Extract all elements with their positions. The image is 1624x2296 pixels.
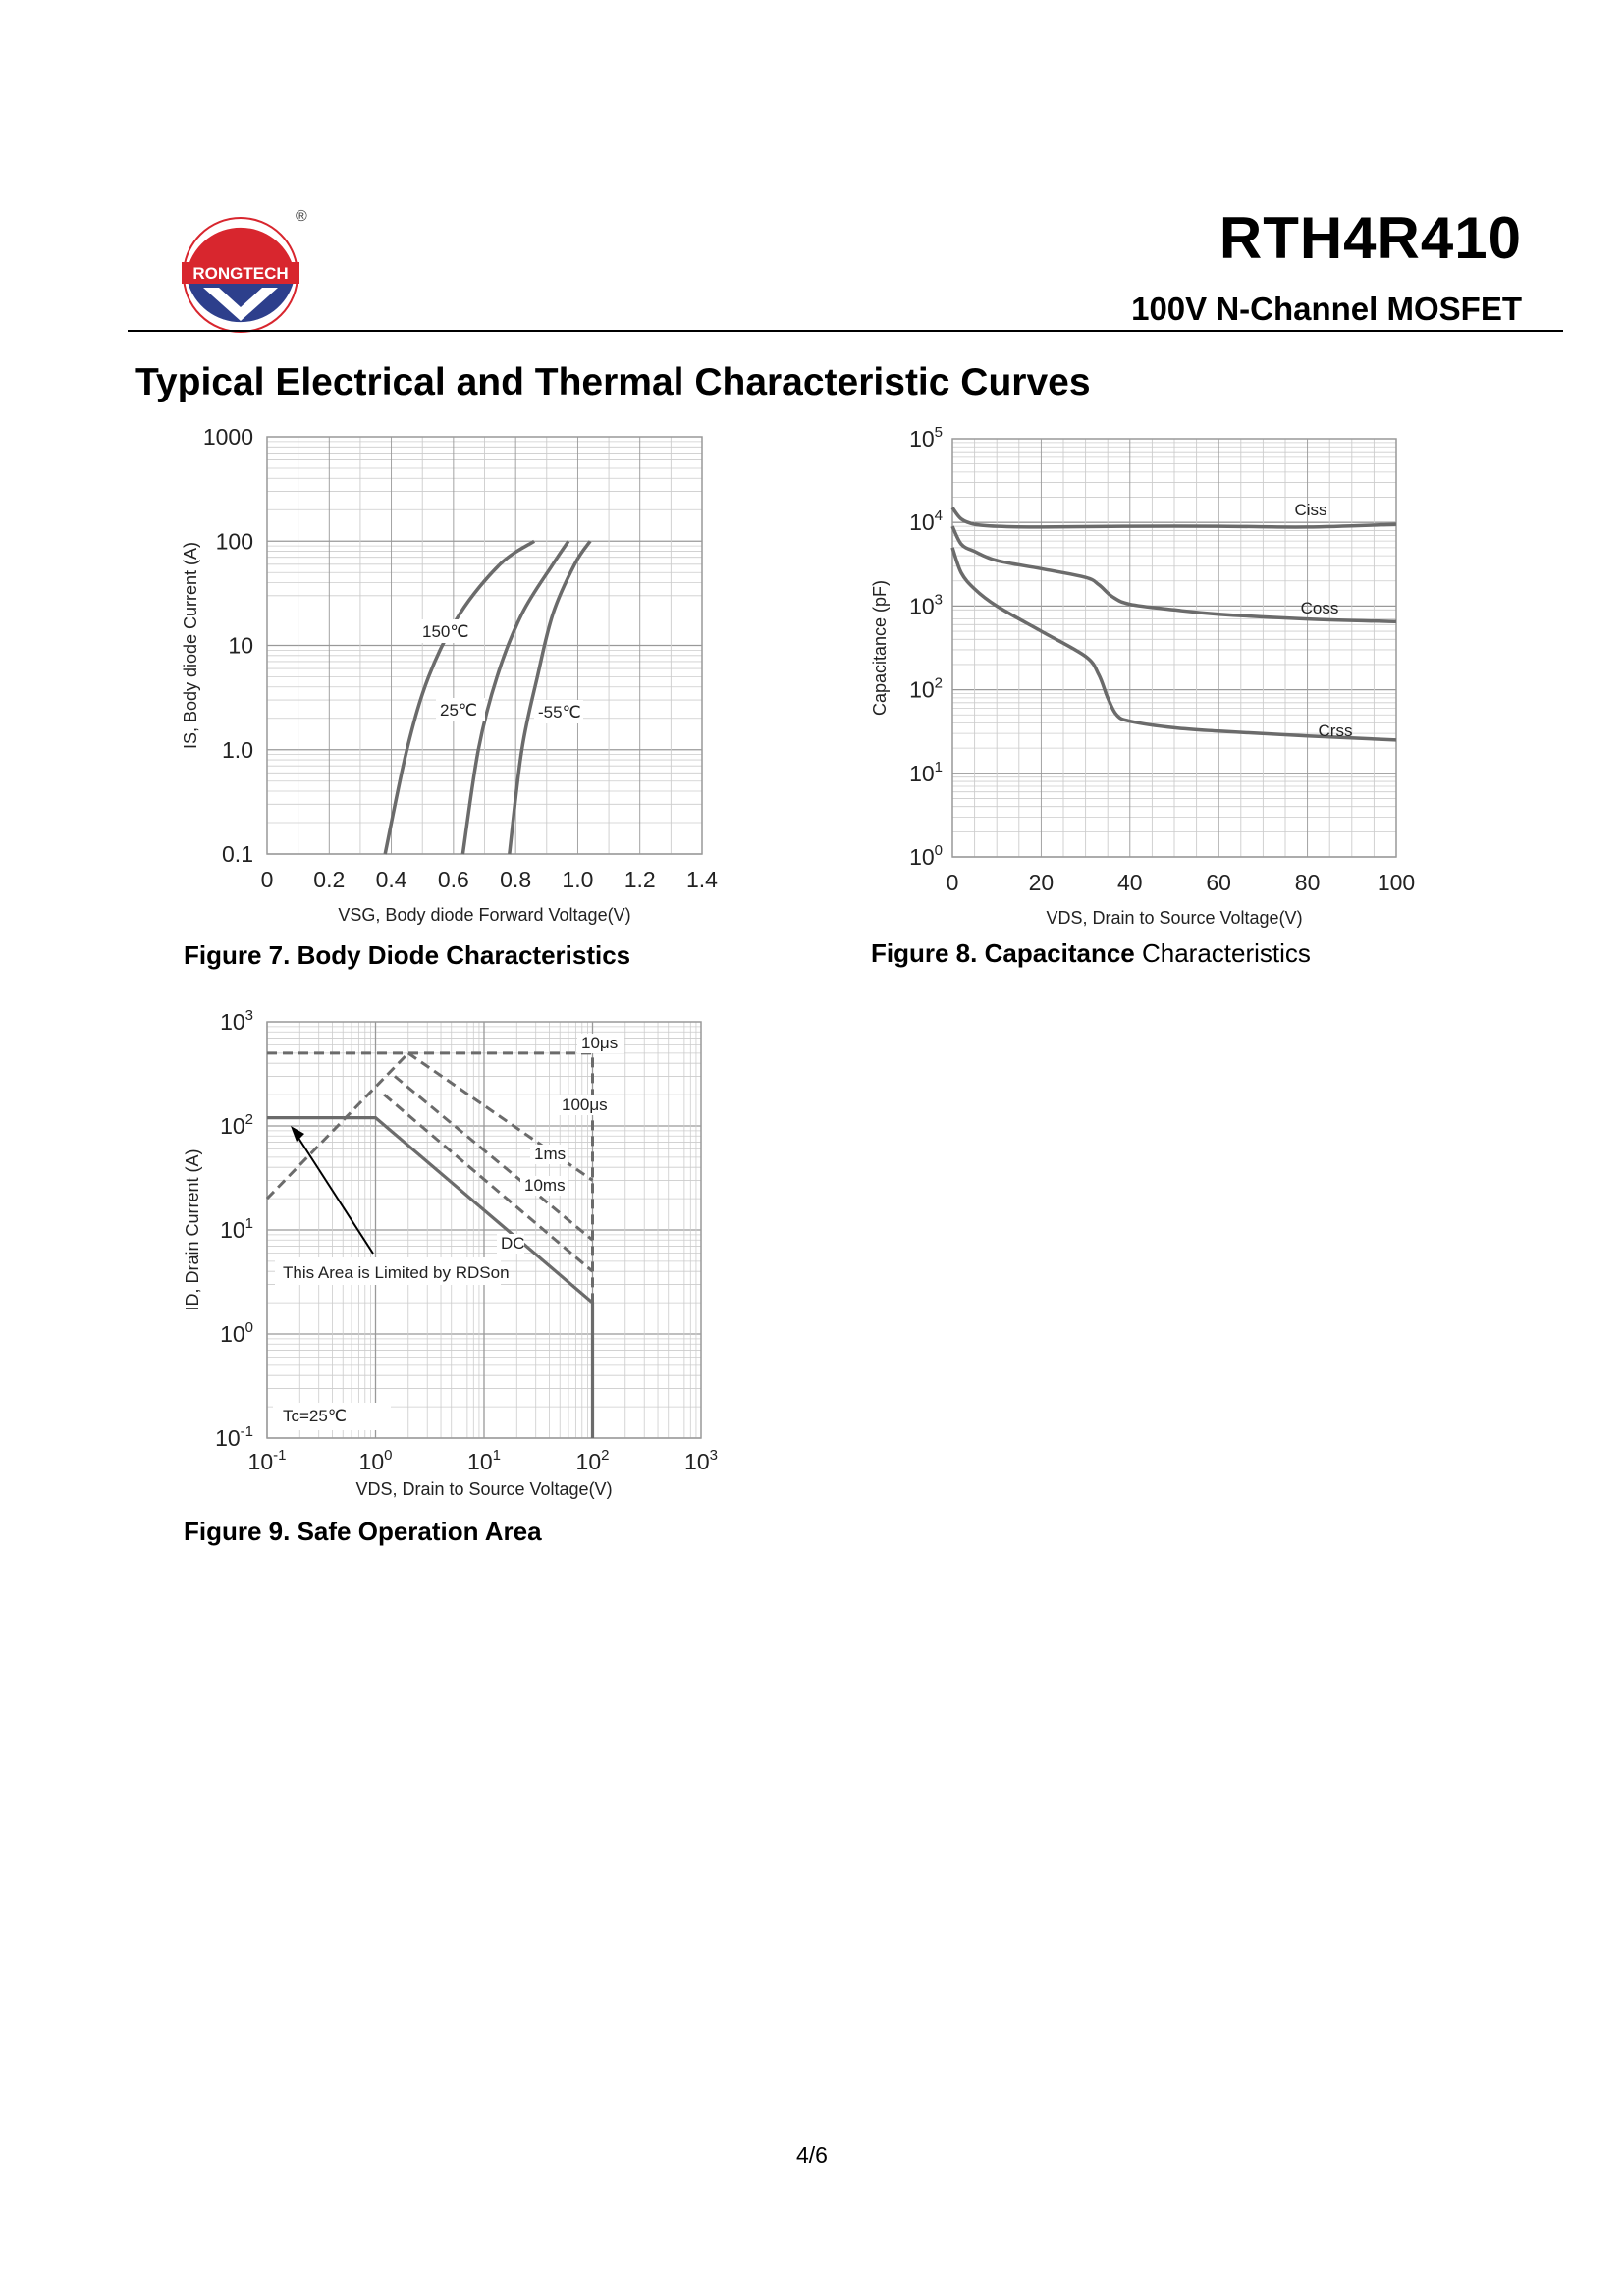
- fig8-y-tick: $10^0$: [909, 842, 943, 870]
- fig7-x-axis-label: VSG, Body diode Forward Voltage(V): [338, 905, 631, 925]
- fig8-capacitance-chart: [864, 417, 1453, 928]
- section-title: Typical Electrical and Thermal Characteristic Curves: [135, 361, 1091, 403]
- fig7-body-diode-chart: [177, 417, 746, 928]
- fig7-series-label: 150℃: [422, 622, 469, 641]
- header-rule: [128, 330, 1563, 332]
- rongtech-logo: [180, 201, 317, 339]
- fig7-grid: [267, 437, 702, 854]
- fig9-grid: [267, 1022, 701, 1438]
- fig8-series-label: Crss: [1318, 721, 1353, 740]
- fig9-caption: Figure 9. Safe Operation Area: [184, 1517, 542, 1546]
- fig7-x-tick: 0.8: [500, 867, 532, 892]
- fig9-y-axis-label: ID, Drain Current (A): [183, 1148, 202, 1311]
- fig8-series-label: Coss: [1300, 599, 1339, 617]
- fig7-y-axis-label: IS, Body diode Current (A): [181, 541, 200, 750]
- fig7-y-tick: 100: [215, 528, 253, 555]
- fig9-y-tick: $10^2$: [220, 1111, 253, 1139]
- fig8-x-axis-label: VDS, Drain to Source Voltage(V): [1046, 908, 1303, 928]
- fig9-series-label: 100μs: [562, 1095, 608, 1114]
- fig7-x-tick: 0.4: [375, 867, 407, 892]
- fig7-x-tick: 0.6: [437, 867, 469, 892]
- fig7-x-tick: 1.4: [686, 867, 718, 892]
- fig9-x-tick: $10^{-1}$: [247, 1447, 287, 1474]
- fig9-curve-0: [267, 1053, 593, 1438]
- fig9-arrow-head: [291, 1126, 304, 1142]
- fig8-x-tick: 100: [1377, 870, 1416, 895]
- fig8-grid: [952, 439, 1396, 857]
- part-number: RTH4R410: [1218, 205, 1522, 271]
- fig7-curve-0: [385, 541, 534, 854]
- fig9-series-label: 1ms: [534, 1145, 567, 1163]
- fig9-annotation-text: This Area is Limited by RDSon: [283, 1263, 510, 1282]
- fig9-y-tick: $10^0$: [220, 1319, 253, 1347]
- fig7-x-tick: 1.0: [562, 867, 594, 892]
- fig9-y-tick: $10^{-1}$: [215, 1423, 253, 1451]
- page-number: 4/6: [796, 2142, 828, 2167]
- device-subtitle: 100V N-Channel MOSFET: [1131, 291, 1522, 327]
- fig8-y-tick: $10^5$: [909, 424, 943, 452]
- fig9-annotation-arrow: [295, 1132, 373, 1254]
- fig7-y-tick: 10: [228, 632, 253, 659]
- logo-brand-text: RONGTECH: [192, 264, 289, 283]
- fig9-y-tick: $10^1$: [220, 1215, 253, 1243]
- fig9-y-tick: $10^3$: [220, 1007, 253, 1035]
- fig9-safe-operation-area-chart: [177, 996, 746, 1507]
- fig8-y-tick: $10^1$: [909, 758, 943, 786]
- fig8-x-tick: 20: [1028, 870, 1055, 895]
- fig9-condition-text: Tc=25℃: [283, 1407, 347, 1425]
- fig9-x-axis-label: VDS, Drain to Source Voltage(V): [355, 1479, 613, 1499]
- fig9-x-tick: $10^3$: [684, 1447, 718, 1474]
- fig7-x-tick: 0.2: [313, 867, 346, 892]
- fig8-caption-bold: Figure 8. Capacitance: [871, 938, 1135, 968]
- fig7-x-tick: 0: [260, 867, 274, 892]
- fig7-caption: Figure 7. Body Diode Characteristics: [184, 940, 631, 970]
- fig9-series-label: 10ms: [524, 1176, 566, 1195]
- fig8-series-label: Ciss: [1294, 501, 1327, 519]
- fig8-x-tick: 40: [1117, 870, 1143, 895]
- fig9-x-tick: $10^1$: [467, 1447, 501, 1474]
- fig8-y-axis-label: Capacitance (pF): [870, 579, 890, 717]
- registered-mark: ®: [296, 208, 307, 225]
- fig9-series-label: DC: [501, 1234, 525, 1253]
- fig8-x-tick: 80: [1294, 870, 1321, 895]
- fig7-y-tick: 1000: [202, 424, 253, 450]
- fig9-x-tick: $10^0$: [358, 1447, 393, 1474]
- fig8-y-tick: $10^3$: [909, 591, 943, 619]
- fig8-y-tick: $10^2$: [909, 674, 943, 703]
- fig7-series-label: -55℃: [538, 703, 581, 721]
- fig7-y-tick: 1.0: [222, 736, 253, 763]
- fig8-caption: [871, 938, 1311, 969]
- fig8-y-tick: $10^4$: [909, 507, 943, 536]
- fig7-series-label: 25℃: [440, 701, 478, 720]
- fig8-x-tick: 0: [946, 870, 959, 895]
- fig7-x-tick: 1.2: [623, 867, 656, 892]
- fig7-y-tick: 0.1: [222, 841, 253, 867]
- fig8-x-tick: 60: [1206, 870, 1231, 895]
- fig8-caption-rest: Characteristics: [1134, 938, 1311, 968]
- fig9-x-tick: $10^2$: [575, 1447, 610, 1474]
- fig9-series-label: 10μs: [581, 1034, 619, 1052]
